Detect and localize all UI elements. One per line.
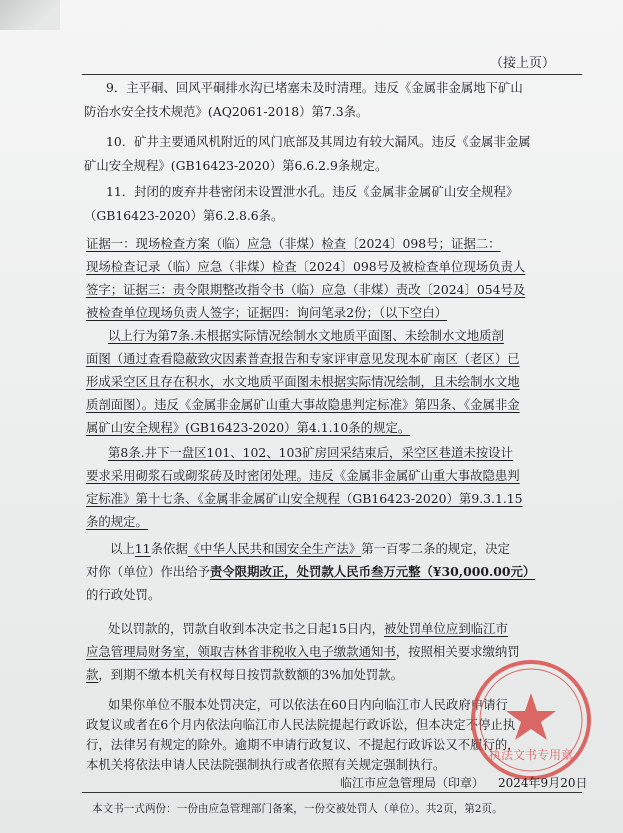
seal-label: 执法文书专用章 — [488, 748, 574, 762]
footer-rule — [82, 792, 582, 793]
item-10-line-2: 矿山安全规程》(GB16423-2020）第6.6.2.9条规定。 — [84, 158, 388, 173]
decision-date: 2024年9月20日 — [498, 776, 588, 790]
hazard-8-line-2: 要求采用砌浆石或砌浆砖及时密闭处理。违反《金属非金属矿山重大事故隐患判 — [86, 468, 520, 483]
page-fold-shadow — [0, 0, 60, 30]
authority-name: 临江市应急管理局（印章） — [340, 776, 485, 790]
evidence-line-1: 证据一：现场检查方案（临）应急（非煤）检查〔2024〕098号；证据二： — [86, 236, 501, 251]
official-seal — [466, 655, 596, 785]
late-fee-clause: ，到期不缴本机关有权每日按罚款数额的3%加处罚款。 — [98, 667, 404, 682]
decision-article: 第一百零二条的规定，决定 — [361, 541, 510, 556]
item-11-line-1: 11．封闭的废弃井巷密闭未设置泄水孔。违反《金属非金属矿山安全规程》 — [106, 184, 519, 199]
payment-line-2 — [86, 641, 520, 664]
law-name: 《中华人民共和国安全生产法》 — [187, 541, 362, 556]
payment-location: 被处罚单位应到临江市 — [383, 621, 508, 636]
evidence-line-4: 被检查单位现场负责人签字；证据四：询问笔录2份；（以下空白） — [86, 305, 448, 320]
appeal-line-3: 行，法律另有规定的除外。逾期不申请行政复议、不提起行政诉讼又不履行的， — [86, 737, 520, 752]
hazard-7-line-4: 质剖面图）。违反《金属非金属矿山重大事故隐患判定标准》第四条、《金属非金 — [86, 397, 520, 412]
payment-line-3 — [86, 664, 403, 687]
item-11-line-2: （GB16423-2020）第6.2.8.6条。 — [84, 208, 284, 223]
seal-star-icon — [506, 693, 556, 740]
header-rule — [82, 74, 582, 75]
footer-note: 本文书一式两份：一份由应急管理部门备案，一份交被处罚人（单位）。共2页，第2页。 — [92, 803, 503, 815]
payment-notice: 应急管理局财务室，领取吉林省非税收入电子缴款通知书 — [86, 644, 396, 659]
payment-word: 款 — [86, 667, 99, 682]
payment-deadline: 处以罚款的，罚款自收到本决定书之日起15日内， — [108, 621, 384, 636]
hazard-7-line-3: 形成采空区且存在积水，水文地质平面图未根据实际情况绘制，且未绘制水文地 — [86, 374, 520, 389]
hazard-8-line-4: 条的规定。 — [86, 514, 148, 529]
decision-line-3: 的行政处罚。 — [86, 587, 161, 602]
hazard-7-line-2: 面图（通过查看隐蔽致灾因素普查报告和专家评审意见发现本矿南区（老区）已 — [86, 351, 520, 366]
hazard-8-line-1: 第8条.井下一盘区101、102、103矿房回采结束后，采空区巷道未按设计 — [108, 445, 513, 460]
hazard-7-line-5: 属矿山安全规程》(GB16423-2020）第4.1.10条的规定。 — [86, 420, 411, 435]
payment-requirement: ，按照相关要求缴纳罚 — [395, 644, 520, 659]
decision-prefix: 以上 — [110, 541, 135, 556]
appeal-line-2: 政复议或者在6个月内依法向临江市人民法院提起行政诉讼，但本决定不停止执 — [86, 717, 516, 732]
item-9-line-2: 防治水安全技术规范》(AQ2061-2018）第7.3条。 — [84, 104, 369, 119]
appeal-line-4: 本机关将依法申请人民法院强制执行或者依照有关规定强制执行。 — [86, 757, 446, 772]
decision-target: 对你（单位）作出给予 — [86, 564, 210, 579]
item-9-line-1: 9．主平硐、回风平硐排水沟已堵塞未及时清理。违反《金属非金属地下矿山 — [106, 80, 523, 95]
evidence-line-2: 现场检查记录（临）应急（非煤）检查〔2024〕098号及被检查单位现场负责人 — [86, 259, 526, 274]
decision-basis: 条依据 — [150, 541, 188, 556]
continued-marker: （接上页） — [489, 56, 555, 71]
evidence-line-3: 签字；证据三：责令限期整改指令书（临）应急（非煤）责改〔2024〕054号及 — [86, 282, 526, 297]
hazard-8-line-3: 定标准》第十七条、《金属非金属矿山安全规程（GB16423-2020）第9.3.1.15 — [86, 491, 523, 506]
appeal-line-1: 如果你单位不服本处罚决定，可以依法在60日内向临江市人民政府申请行 — [108, 697, 508, 712]
penalty-amount: 责令限期改正，处罚款人民币叁万元整（¥30,000.00元） — [209, 564, 536, 579]
signature-authority — [340, 774, 587, 792]
decision-line-2 — [86, 561, 535, 584]
hazard-7-line-1: 以上行为第7条.未根据实际情况绘制水文地质平面图、未绘制水文地质剖 — [108, 328, 504, 343]
decision-line-1 — [110, 538, 510, 561]
item-10-line-1: 10．矿井主要通风机附近的风门底部及其周边有较大漏风。违反《金属非金属 — [106, 134, 531, 149]
payment-line-1 — [108, 618, 508, 641]
violation-count: 11 — [134, 541, 151, 556]
